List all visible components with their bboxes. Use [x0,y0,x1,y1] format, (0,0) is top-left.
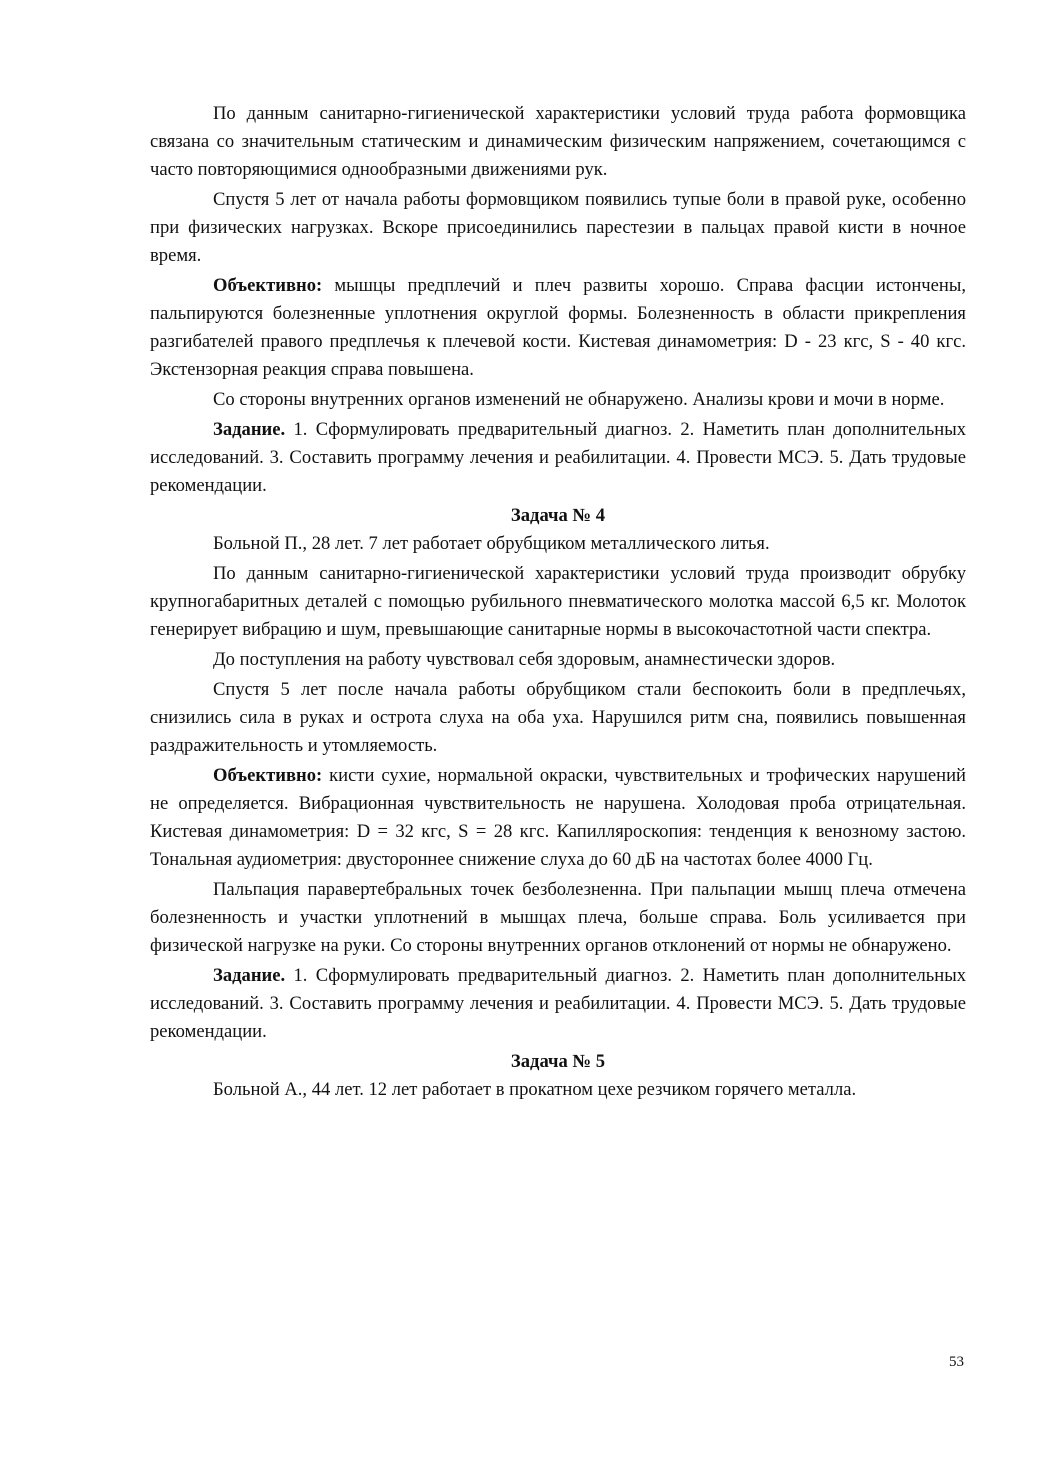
paragraph-text: 1. Сформулировать предварительный диагноз. 2. Наметить план дополнительных исследований. 3. Составить программу лечения и реабилитации. 4. Провести МСЭ. 5. Дать трудовые рекомендации. [150,965,966,1042]
task-5-section [150,1076,966,1104]
paragraph-text: По данным санитарно-гигиенической характеристики условий труда работа формовщика связана со значительным статическим и динамическим физическим напряжением, сочетающимся с часто повторяющимися однообразными движениями рук. [150,103,966,180]
intro-section [150,100,966,500]
paragraph [150,100,966,184]
paragraph [150,1076,966,1104]
paragraph-text: Пальпация паравертебральных точек безболезненна. При пальпации мышц плеча отмечена болезненность и участки уплотнений в мышцах плеча, больше справа. Боль усиливается при физической нагрузке на руки. Со стороны внутренних органов отклонений от нормы не обнаружено. [150,879,966,956]
paragraph-text: До поступления на работу чувствовал себя здоровым, анамнестически здоров. [213,649,836,670]
task-5-heading: Задача № 5 [510,1051,606,1072]
task-4-section [150,530,966,1046]
paragraph-text: Больной П., 28 лет. 7 лет работает обрубщиком металлического литья. [213,533,770,554]
paragraph [150,676,966,760]
task-4-heading: Задача № 4 [510,505,606,526]
paragraph-text: 1. Сформулировать предварительный диагноз. 2. Наметить план дополнительных исследований. 3. Составить программу лечения и реабилитации. 4. Провести МСЭ. 5. Дать трудовые рекомендации. [150,419,966,496]
page-number: 53 [949,1354,964,1370]
paragraph [150,962,966,1046]
paragraph-lead: Объективно: [213,275,323,296]
paragraph-text: Спустя 5 лет после начала работы обрубщиком стали беспокоить боли в предплечьях, снизились сила в руках и острота слуха на оба уха. Нарушился ритм сна, появились повышенная раздражительность и утомляемость. [150,679,966,756]
paragraph [150,272,966,384]
paragraph [150,386,966,414]
paragraph [150,762,966,874]
paragraph-text: По данным санитарно-гигиенической характеристики условий труда производит обрубку крупногабаритных деталей с помощью рубильного пневматического молотка массой 6,5 кг. Молоток генерирует вибрацию и шум, превышающие санитарные нормы в высокочастотной части спектра. [150,563,966,640]
paragraph [150,876,966,960]
paragraph-text: Со стороны внутренних органов изменений не обнаружено. Анализы крови и мочи в норме. [213,389,945,410]
paragraph [150,646,966,674]
paragraph-text: мышцы предплечий и плеч развиты хорошо. Справа фасции истончены, пальпируются болезненные уплотнения округлой формы. Болезненность в области прикрепления разгибателей правого предплечья к плечевой кости. Кистевая динамометрия: D - 23 кгс, S - 40 кгс. Экстензорная реакция справа повышена. [150,275,966,380]
paragraph-lead: Задание. [213,965,286,986]
paragraph-text: Спустя 5 лет от начала работы формовщиком появились тупые боли в правой руке, особенно при физических нагрузках. Вскоре присоединились парестезии в пальцах правой кисти в ночное время. [150,189,966,266]
paragraph [150,560,966,644]
page-content [150,100,966,1106]
paragraph-text: кисти сухие, нормальной окраски, чувствительных и трофических нарушений не определяется. Вибрационная чувствительность не нарушена. Холодовая проба отрицательная. Кистевая динамометрия: D = 32 кгс, S = 28 кгс. Капилляроскопия: тенденция к венозному застою. Тональная аудиометрия: двустороннее снижение слуха до 60 дБ на частотах более 4000 Гц. [150,765,966,870]
paragraph [150,530,966,558]
paragraph [150,416,966,500]
paragraph [150,186,966,270]
paragraph-lead: Задание. [213,419,286,440]
paragraph-text: Больной А., 44 лет. 12 лет работает в прокатном цехе резчиком горячего металла. [213,1079,857,1100]
paragraph-lead: Объективно: [213,765,323,786]
